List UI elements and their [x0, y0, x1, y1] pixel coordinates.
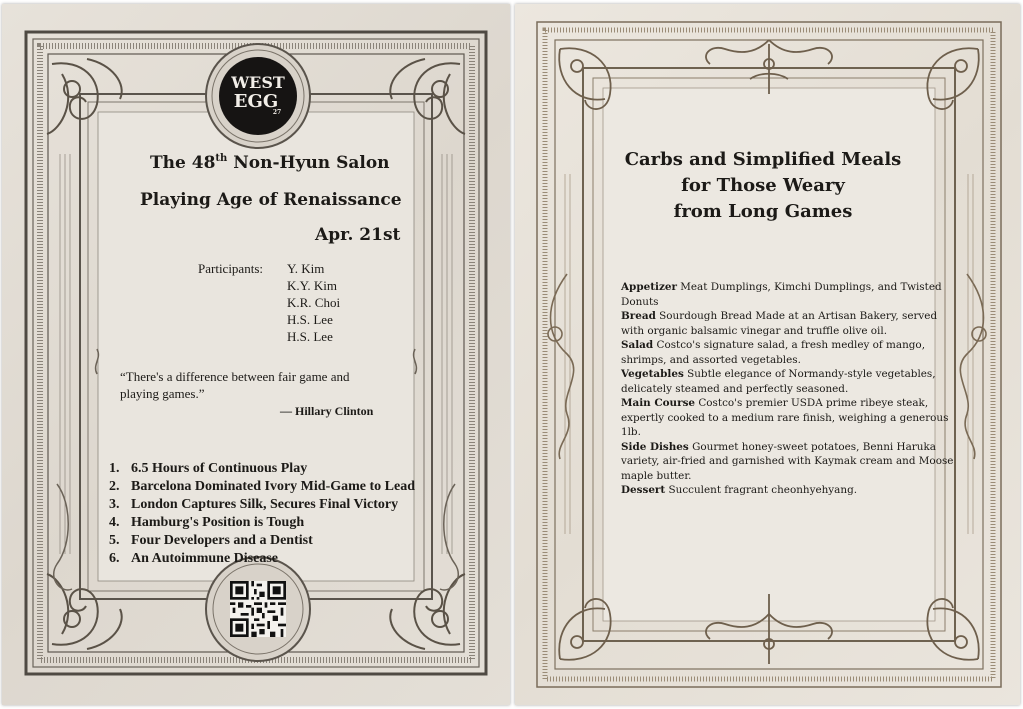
menu-item-appetizer: [621, 280, 956, 309]
west-egg-logo: [219, 57, 297, 135]
qr-code-icon[interactable]: [230, 581, 286, 637]
course-description: Subtle elegance of Normandy-style vegetables, delicately steamed and perfectly seasoned.: [621, 368, 936, 395]
list-number: 1.: [109, 461, 120, 476]
list-number: 2.: [109, 479, 120, 494]
list-text: London Captures Silk, Secures Final Victory: [131, 497, 399, 512]
participant: K.R. Choi: [287, 295, 341, 310]
quote-author: — Hillary Clinton: [280, 404, 374, 418]
invitation-card: [2, 4, 510, 705]
course-description: Sourdough Bread Made at an Artisan Bakery, served with organic balsamic vinegar and truffle olive oil.: [621, 310, 938, 337]
menu-title-line1: Carbs and Simplified Meals: [624, 149, 902, 170]
participant: Y. Kim: [287, 261, 325, 276]
quote-text: “There's a difference between fair game and playing games.”: [120, 369, 350, 401]
logo-number: 27: [272, 109, 282, 116]
course-name: Dessert: [621, 484, 666, 496]
menu-item-vegetables: [621, 367, 956, 396]
course-description: Costco's signature salad, a fresh medley of mango, shrimps, and assorted vegetables.: [621, 339, 925, 366]
list-item: [109, 533, 313, 549]
menu-item-main-course: [621, 396, 956, 440]
course-description: Meat Dumplings, Kimchi Dumplings, and Twisted Donuts: [621, 281, 942, 308]
course-name: Salad: [621, 339, 654, 351]
list-number: 6.: [109, 551, 120, 566]
menu-item-dessert: [621, 483, 956, 498]
logo-line2: EGG: [233, 91, 279, 112]
course-name: Main Course: [621, 397, 696, 409]
list-item: [109, 461, 307, 477]
title-suffix: Non-Hyun Salon: [227, 153, 390, 173]
list-text: Hamburg's Position is Tough: [131, 515, 305, 530]
participants-label: Participants:: [198, 261, 263, 276]
list-item: [109, 515, 304, 531]
participant: H.S. Lee: [287, 312, 333, 327]
list-text: An Autoimmune Disease: [131, 551, 279, 566]
course-description: Gourmet honey-sweet potatoes, Benni Haruka variety, air-fried and garnished with Kaymak cream and Moose maple butter.: [621, 440, 954, 482]
menu-title-line2: for Those Weary: [681, 175, 845, 196]
list-number: 3.: [109, 497, 120, 512]
salon-title: [150, 153, 390, 173]
menu-card: [515, 4, 1020, 705]
list-text: Four Developers and a Dentist: [131, 533, 313, 548]
course-description: Succulent fragrant cheonhyehyang.: [665, 484, 858, 496]
course-description: Costco's premier USDA prime ribeye steak, expertly cooked to a medium rare finish, weighing a generous 1lb.: [621, 397, 949, 438]
title-ordinal: th: [215, 153, 228, 164]
menu-item-bread: [621, 309, 956, 338]
menu-list: [621, 280, 956, 498]
course-name: Vegetables: [621, 368, 684, 380]
menu-item-salad: [621, 338, 956, 367]
list-item: [109, 497, 398, 513]
list-item: [109, 551, 278, 567]
logo-line1: WEST: [231, 73, 285, 92]
participant: K.Y. Kim: [287, 278, 337, 293]
course-name: Appetizer: [621, 281, 677, 293]
list-number: 5.: [109, 533, 120, 548]
menu-title-line3: from Long Games: [673, 201, 853, 222]
title-prefix: The 48: [150, 153, 216, 173]
course-name: Bread: [621, 310, 656, 322]
menu-item-side-dishes: [621, 440, 956, 484]
participant: H.S. Lee: [287, 329, 333, 344]
course-name: Side Dishes: [621, 440, 689, 453]
list-item: [109, 479, 415, 495]
game-title: Playing Age of Renaissance: [140, 190, 402, 210]
list-text: Barcelona Dominated Ivory Mid-Game to Lead: [131, 479, 415, 494]
list-text: 6.5 Hours of Continuous Play: [131, 461, 308, 476]
event-date: Apr. 21st: [315, 225, 401, 245]
list-number: 4.: [109, 515, 120, 530]
